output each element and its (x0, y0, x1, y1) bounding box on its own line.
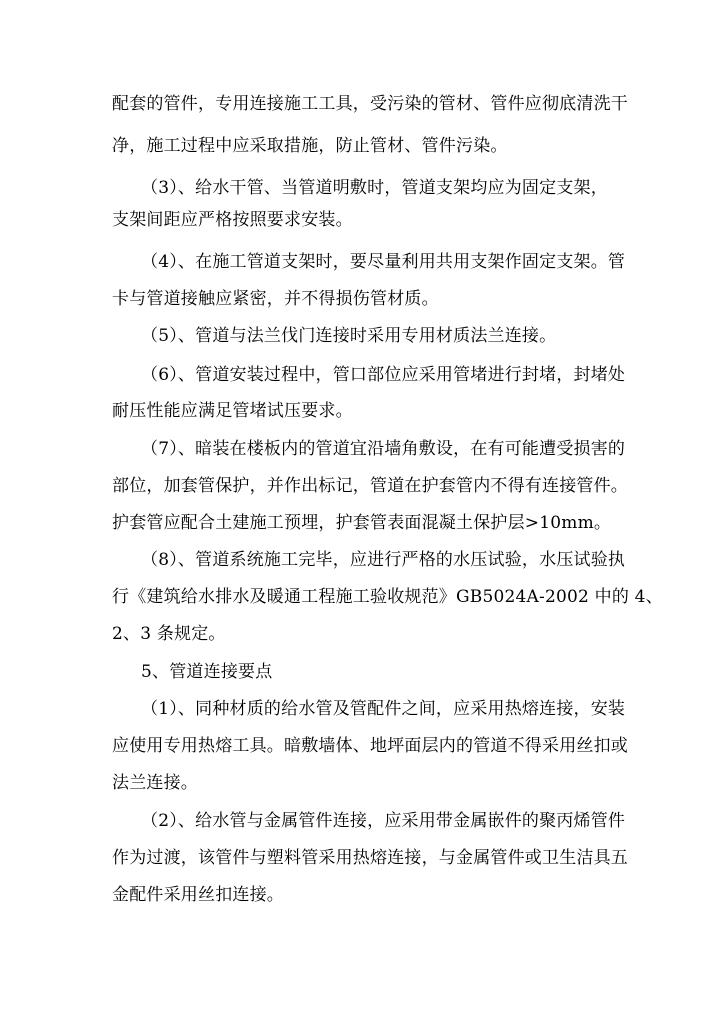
text-line: 耐压性能应满足管堵试压要求。 (112, 401, 353, 421)
text-line: （1）、同种材质的给水管及管配件之间，应采用热熔连接，安装 (141, 699, 626, 719)
text-line: 支架间距应严格按照要求安装。 (112, 210, 353, 230)
text-line: （4）、在施工管道支架时，要尽量利用共用支架作固定支架。管 (141, 252, 626, 272)
section-heading: 5、管道连接要点 (141, 662, 273, 682)
text-line: 2、3 条规定。 (112, 624, 226, 644)
text-line: （5）、管道与法兰伐门连接时采用专用材质法兰连接。 (141, 326, 557, 346)
text-line: 卡与管道接触应紧密，并不得损伤管材质。 (112, 289, 439, 309)
text-line: （2）、给水管与金属管件连接，应采用带金属嵌件的聚丙烯管件 (141, 811, 626, 831)
text-line: （8）、管道系统施工完毕，应进行严格的水压试验，水压试验执 (141, 550, 626, 570)
text-line: 作为过渡，该管件与塑料管采用热熔连接，与金属管件或卫生洁具五 (112, 848, 628, 868)
text-line: 配套的管件，专用连接施工工具，受污染的管材、管件应彻底清洗干 (112, 94, 628, 114)
text-line: 金配件采用丝扣连接。 (112, 885, 284, 905)
text-line: （7）、暗装在楼板内的管道宜沿墙角敷设，在有可能遭受损害的 (141, 439, 626, 459)
text-line: 护套管应配合土建施工预埋，护套管表面混凝土保护层>10mm。 (112, 513, 612, 533)
text-line: （6）、管道安装过程中，管口部位应采用管堵进行封堵，封堵处 (141, 365, 626, 385)
text-line: 法兰连接。 (112, 773, 198, 793)
text-line: （3）、给水干管、当管道明敷时，管道支架均应为固定支架， (141, 178, 608, 198)
text-line: 行《建筑给水排水及暖通工程施工验收规范》GB5024A-2002 中的 4、 (112, 587, 663, 607)
text-line: 应使用专用热熔工具。暗敷墙体、地坪面层内的管道不得采用丝扣或 (112, 736, 628, 756)
text-line: 净，施工过程中应采取措施，防止管材、管件污染。 (112, 136, 508, 156)
text-line: 部位，加套管保护，并作出标记，管道在护套管内不得有连接管件。 (112, 476, 628, 496)
